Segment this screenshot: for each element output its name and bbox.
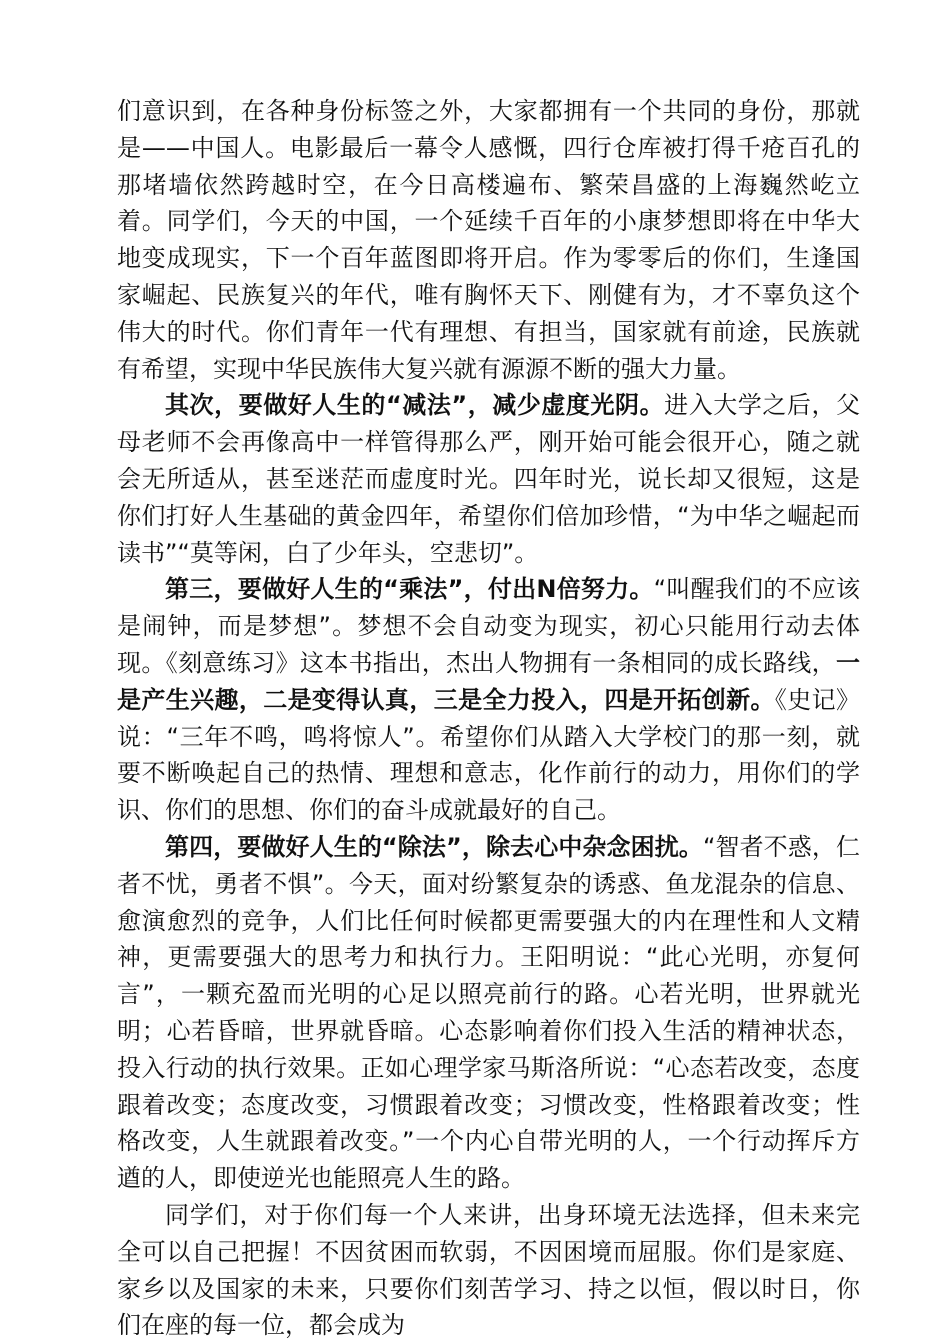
paragraph-3-text: “叫醒我们的不应该是闹钟，而是梦想”。梦想不会自动变为现实，初心只能用行动去体现。《刻意练习》这本书指出，杰出人物拥有一条相同的成长路线， — [117, 575, 860, 677]
paragraph-2 — [117, 387, 860, 571]
paragraph-3-heading: 第三，要做好人生的“乘法”，付出N倍努力。 — [165, 575, 654, 604]
paragraph-5 — [117, 1197, 860, 1344]
document-page — [117, 93, 860, 1344]
paragraph-1 — [117, 93, 860, 387]
paragraph-2-heading: 其次，要做好人生的“减法”，减少虚度光阴。 — [165, 391, 665, 420]
paragraph-3 — [117, 571, 860, 829]
paragraph-1-text: 们意识到，在各种身份标签之外，大家都拥有一个共同的身份，那就是——中国人。电影最后一幕令人感慨，四行仓库被打得千疮百孔的那堵墙依然跨越时空，在今日高楼遍布、繁荣昌盛的上海巍然屹立着。同学们，今天的中国，一个延续千百年的小康梦想即将在中华大地变成现实，下一个百年蓝图即将开启。作为零零后的你们，生逢国家崛起、民族复兴的年代，唯有胸怀天下、刚健有为，才不辜负这个伟大的时代。你们青年一代有理想、有担当，国家就有前途，民族就有希望，实现中华民族伟大复兴就有源源不断的强大力量。 — [117, 97, 860, 383]
paragraph-4-heading: 第四，要做好人生的“除法”，除去心中杂念困扰。 — [165, 832, 703, 861]
paragraph-5-text: 同学们，对于你们每一个人来讲，出身环境无法选择，但未来完全可以自己把握！不因贫困而软弱，不因困境而屈服。你们是家庭、家乡以及国家的未来，只要你们刻苦学习、持之以恒，假以时日，你们在座的每一位，都会成为 — [117, 1200, 860, 1340]
paragraph-3-emphasis: 一是产生兴趣，二是变得认真，三是全力投入，四是开拓创新。 — [117, 648, 860, 714]
paragraph-3-text-after: 《史记》说：“三年不鸣，鸣将惊人”。希望你们从踏入大学校门的那一刻，就要不断唤起自己的热情、理想和意志，化作前行的动力，用你们的学识、你们的思想、你们的奋斗成就最好的自己。 — [117, 685, 861, 825]
paragraph-2-text: 进入大学之后，父母老师不会再像高中一样管得那么严，刚开始可能会很开心，随之就会无所适从，甚至迷茫而虚度时光。四年时光，说长却又很短，这是你们打好人生基础的黄金四年，希望你们倍加珍惜，“为中华之崛起而读书”“莫等闲，白了少年头，空悲切”。 — [117, 391, 861, 567]
paragraph-4 — [117, 829, 860, 1197]
paragraph-4-text: “智者不惑，仁者不忧，勇者不惧”。今天，面对纷繁复杂的诱惑、鱼龙混杂的信息、愈演愈烈的竞争，人们比任何时候都更需要强大的内在理性和人文精神，更需要强大的思考力和执行力。王阳明说：“此心光明，亦复何言”，一颗充盈而光明的心足以照亮前行的路。心若光明，世界就光明；心若昏暗，世界就昏暗。心态影响着你们投入生活的精神状态，投入行动的执行效果。正如心理学家马斯洛所说：“心态若改变，态度跟着改变；态度改变，习惯跟着改变；习惯改变，性格跟着改变；性格改变，人生就跟着改变。”一个内心自带光明的人，一个行动挥斥方遒的人，即使逆光也能照亮人生的路。 — [117, 832, 860, 1193]
